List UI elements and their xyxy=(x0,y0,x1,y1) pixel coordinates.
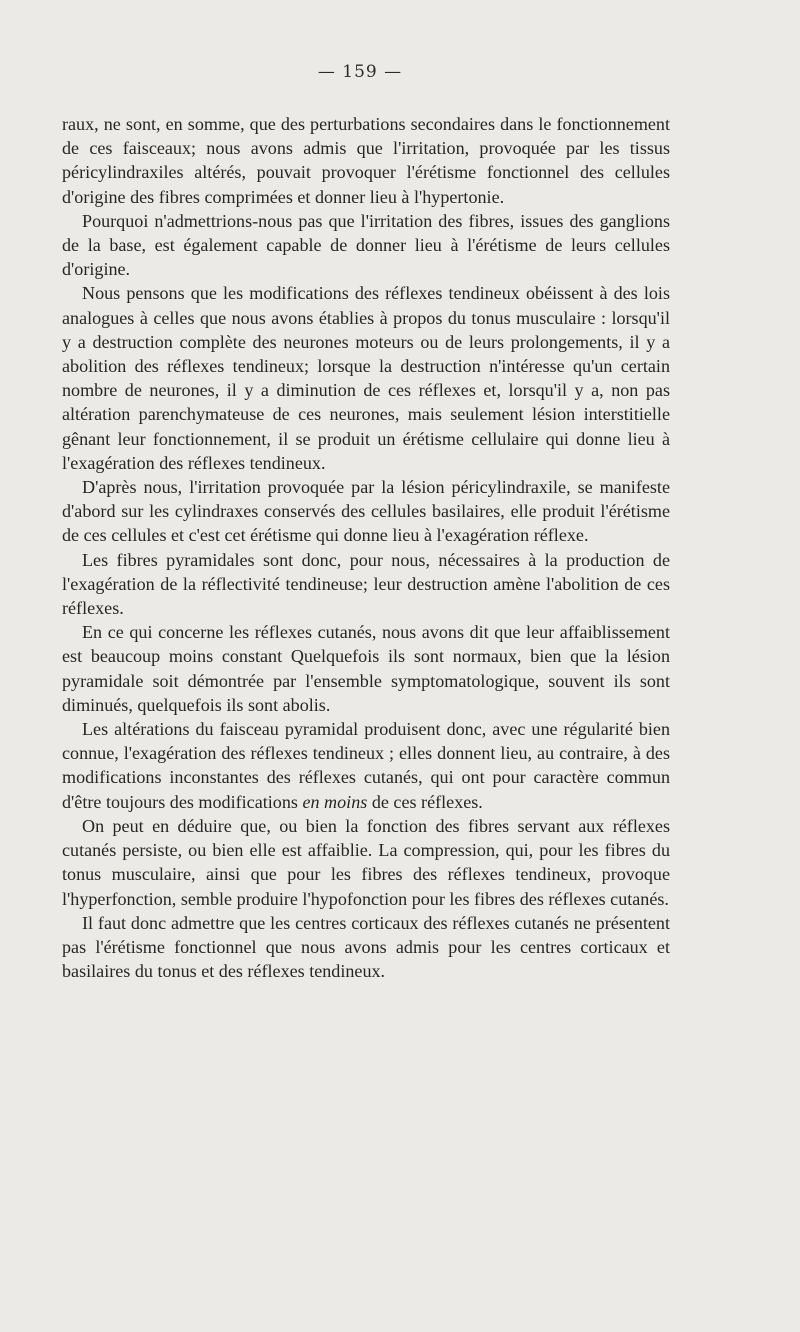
paragraph: On peut en déduire que, ou bien la fonction des fibres servant aux réflexes cutanés persiste, ou bien elle est affaiblie. La compression, qui, pour les fibres du tonus musculaire, ainsi que pour les fibres des réflexes tendineux, provoque l'hyperfonction, semble produire l'hypofonction pour les fibres des réflexes cutanés. xyxy=(62,815,670,909)
body-text xyxy=(62,112,670,983)
paragraph: Nous pensons que les modifications des réflexes tendineux obéissent à des lois analogues à celles que nous avons établies à propos du tonus musculaire : lorsqu'il y a destruction complète des neurones moteurs ou de leurs prolongements, il y a abolition des réflexes tendineux; lorsque la destruction n'intéresse qu'un certain nombre de neurones, il y a diminution de ces réflexes et, lorsqu'il y a, non pas altération parenchymateuse de ces neurones, mais seulement lésion interstitielle gênant leur fonctionnement, il se produit un érétisme cellulaire qui donne lieu à l'exagération des réflexes tendineux. xyxy=(62,283,670,473)
paragraph: D'après nous, l'irritation provoquée par la lésion péricylindraxile, se manifeste d'abord sur les cylindraxes conservés des cellules basilaires, elle produit l'érétisme de ces cellules et c'est cet érétisme qui donne lieu à l'exagération réflexe. xyxy=(62,477,670,546)
paragraph xyxy=(62,717,670,814)
paragraph: Il faut donc admettre que les centres corticaux des réflexes cutanés ne présentent pas l'érétisme fonctionnel que nous avons admis pour les centres corticaux et basilaires du tonus et des réflexes tendineux. xyxy=(62,912,670,982)
paragraph-text: Les altérations du faisceau pyramidal produisent donc, avec une régularité bien connue, l'exagération des réflexes tendineux ; elles donnent lieu, au contraire, à des modifications inconstantes des réflexes cutanés, qui ont pour caractère commun d'être toujours des modifications xyxy=(62,719,670,812)
page-number: — 159 — xyxy=(317,62,403,82)
paragraph-text: de ces réflexes. xyxy=(367,791,483,812)
paragraph: Pourquoi n'admettrions-nous pas que l'irritation des fibres, issues des ganglions de la base, est également capable de donner lieu à l'érétisme de leurs cellules d'origine. xyxy=(62,210,670,280)
emphasis-text: en moins xyxy=(302,791,368,812)
paragraph: Les fibres pyramidales sont donc, pour nous, nécessaires à la production de l'exagération de la réflectivité tendineuse; leur destruction amène l'abolition de ces réflexes. xyxy=(62,549,670,619)
paragraph: raux, ne sont, en somme, que des perturbations secondaires dans le fonctionnement de ces faisceaux; nous avons admis que l'irritation, provoquée par les tissus péricylindraxiles altérés, pouvait provoquer l'érétisme fonctionnel des cellules d'origine des fibres comprimées et donner lieu à l'hypertonie. xyxy=(62,114,670,207)
paragraph: En ce qui concerne les réflexes cutanés, nous avons dit que leur affaiblissement est beaucoup moins constant Quelquefois ils sont normaux, bien que la lésion pyramidale soit démontrée par l'ensemble symptomatologique, souvent ils sont diminués, quelquefois ils sont abolis. xyxy=(62,622,670,715)
